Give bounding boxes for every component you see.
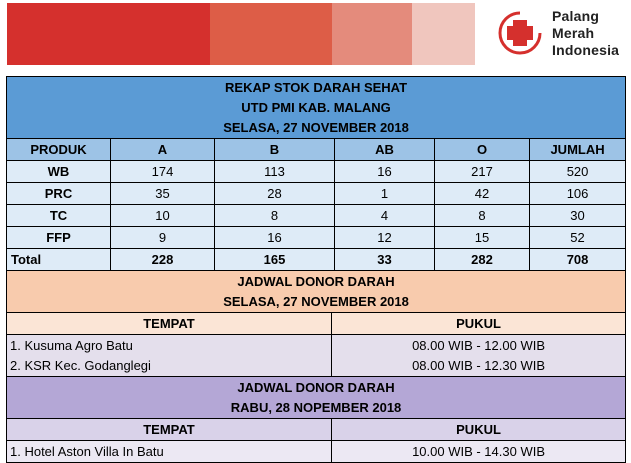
donor2-col-tempat: TEMPAT bbox=[7, 419, 332, 441]
cell-jumlah: 52 bbox=[530, 227, 626, 249]
col-header-b: B bbox=[215, 139, 335, 161]
donor1-places bbox=[7, 335, 332, 377]
cell-b: 113 bbox=[215, 161, 335, 183]
donor1-title-row bbox=[7, 271, 626, 313]
cell-produk: PRC bbox=[7, 183, 111, 205]
cell-produk: WB bbox=[7, 161, 111, 183]
stok-header-row bbox=[7, 139, 626, 161]
cell-b: 28 bbox=[215, 183, 335, 205]
blood-stock-sheet bbox=[6, 76, 626, 463]
total-b: 165 bbox=[215, 249, 335, 271]
cell-jumlah: 520 bbox=[530, 161, 626, 183]
cell-ab: 12 bbox=[335, 227, 435, 249]
donor1-title bbox=[7, 271, 626, 313]
cell-jumlah: 30 bbox=[530, 205, 626, 227]
cell-o: 42 bbox=[435, 183, 530, 205]
stok-title-line-1: REKAP STOK DARAH SEHAT bbox=[225, 79, 408, 95]
cell-o: 15 bbox=[435, 227, 530, 249]
cell-a: 174 bbox=[111, 161, 215, 183]
logo-line-2: Merah bbox=[552, 25, 595, 41]
donor1-header-row bbox=[7, 313, 626, 335]
donor2-title-line-1: JADWAL DONOR DARAH bbox=[237, 379, 395, 395]
cell-b: 8 bbox=[215, 205, 335, 227]
list-item: 08.00 WIB - 12.00 WIB bbox=[412, 337, 546, 353]
color-bar-4 bbox=[412, 3, 475, 65]
col-header-a: A bbox=[111, 139, 215, 161]
cell-a: 10 bbox=[111, 205, 215, 227]
cell-ab: 1 bbox=[335, 183, 435, 205]
stok-title bbox=[7, 77, 626, 139]
donor2-title-line-2: RABU, 28 NOPEMBER 2018 bbox=[230, 399, 402, 415]
list-item: 2. KSR Kec. Godanglegi bbox=[10, 357, 151, 373]
cell-a: 35 bbox=[111, 183, 215, 205]
table-row bbox=[7, 183, 626, 205]
table-row bbox=[7, 205, 626, 227]
donor1-title-line-1: JADWAL DONOR DARAH bbox=[237, 273, 395, 289]
cell-ab: 16 bbox=[335, 161, 435, 183]
logo-line-1: Palang bbox=[552, 8, 600, 24]
total-row bbox=[7, 249, 626, 271]
donor1-col-pukul: PUKUL bbox=[332, 313, 626, 335]
red-cross-icon bbox=[497, 10, 543, 56]
header-banner bbox=[0, 0, 631, 70]
color-bar-2 bbox=[210, 3, 332, 65]
total-a: 228 bbox=[111, 249, 215, 271]
total-o: 282 bbox=[435, 249, 530, 271]
pmi-logo-text bbox=[552, 8, 619, 59]
stok-title-line-2: UTD PMI KAB. MALANG bbox=[241, 99, 391, 115]
donor1-times bbox=[332, 335, 626, 377]
list-item: 10.00 WIB - 14.30 WIB bbox=[332, 441, 626, 463]
color-bar-3 bbox=[332, 3, 412, 65]
cell-jumlah: 106 bbox=[530, 183, 626, 205]
donor1-entries-row bbox=[7, 335, 626, 377]
cell-o: 217 bbox=[435, 161, 530, 183]
cell-produk: FFP bbox=[7, 227, 111, 249]
col-header-produk: PRODUK bbox=[7, 139, 111, 161]
donor1-col-tempat: TEMPAT bbox=[7, 313, 332, 335]
donor2-title bbox=[7, 377, 626, 419]
cell-b: 16 bbox=[215, 227, 335, 249]
cell-o: 8 bbox=[435, 205, 530, 227]
col-header-jumlah: JUMLAH bbox=[530, 139, 626, 161]
total-ab: 33 bbox=[335, 249, 435, 271]
cell-ab: 4 bbox=[335, 205, 435, 227]
total-label: Total bbox=[7, 249, 111, 271]
donor2-col-pukul: PUKUL bbox=[332, 419, 626, 441]
stok-title-row bbox=[7, 77, 626, 139]
donor2-entries-row bbox=[7, 441, 626, 463]
stok-title-line-3: SELASA, 27 NOVEMBER 2018 bbox=[223, 119, 409, 135]
donor1-title-line-2: SELASA, 27 NOVEMBER 2018 bbox=[223, 293, 409, 309]
col-header-ab: AB bbox=[335, 139, 435, 161]
table-row bbox=[7, 161, 626, 183]
cell-produk: TC bbox=[7, 205, 111, 227]
donor2-title-row bbox=[7, 377, 626, 419]
logo-line-3: Indonesia bbox=[552, 42, 620, 58]
color-bar-1 bbox=[7, 3, 210, 65]
list-item: 1. Kusuma Agro Batu bbox=[10, 337, 133, 353]
cell-a: 9 bbox=[111, 227, 215, 249]
list-item: 08.00 WIB - 12.30 WIB bbox=[412, 357, 546, 373]
donor2-header-row bbox=[7, 419, 626, 441]
col-header-o: O bbox=[435, 139, 530, 161]
list-item: 1. Hotel Aston Villa In Batu bbox=[7, 441, 332, 463]
total-jumlah: 708 bbox=[530, 249, 626, 271]
table-row bbox=[7, 227, 626, 249]
